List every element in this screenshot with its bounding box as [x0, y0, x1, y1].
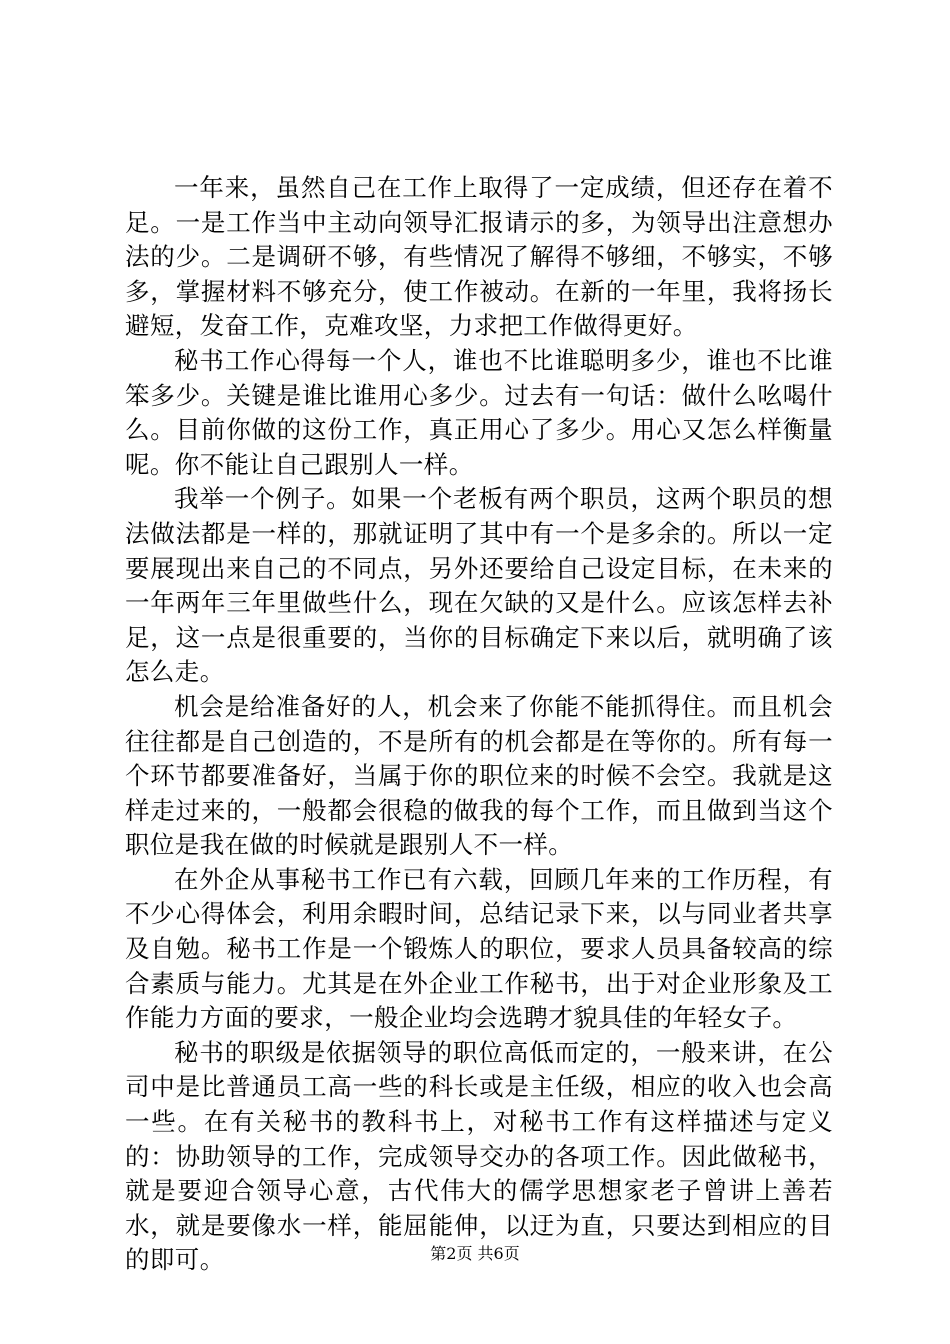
paragraph: 一年来，虽然自己在工作上取得了一定成绩，但还存在着不足。一是工作当中主动向领导汇报请示的多，为领导出注意想办法的少。二是调研不够，有些情况了解得不够细，不够实，不够多，掌握材料不够充分，使工作被动。在新的一年里，我将扬长避短，发奋工作，克难攻坚，力求把工作做得更好。: [125, 173, 833, 341]
paragraph: 我举一个例子。如果一个老板有两个职员，这两个职员的想法做法都是一样的，那就证明了其中有一个是多余的。所以一定要展现出来自己的不同点，另外还要给自己设定目标，在未来的一年两年三年里做些什么，现在欠缺的又是什么。应该怎样去补足，这一点是很重要的，当你的目标确定下来以后，就明确了该怎么走。: [125, 484, 833, 687]
paragraph: 秘书的职级是依据领导的职位高低而定的，一般来讲，在公司中是比普通员工高一些的科长或是主任级，相应的收入也会高一些。在有关秘书的教科书上，对秘书工作有这样描述与定义的：协助领导的工作，完成领导交办的各项工作。因此做秘书，就是要迎合领导心意，古代伟大的儒学思想家老子曾讲上善若水，就是要像水一样，能屈能伸，以迂为直，只要达到相应的目的即可。: [125, 1037, 833, 1275]
document-body: [125, 171, 833, 1278]
paragraph: 机会是给准备好的人，机会来了你能不能抓得住。而且机会往往都是自己创造的，不是所有的机会都是在等你的。所有每一个环节都要准备好，当属于你的职位来的时候不会空。我就是这样走过来的，一般都会很稳的做我的每个工作，而且做到当这个职位是我在做的时候就是跟别人不一样。: [125, 691, 833, 860]
paragraph: 在外企从事秘书工作已有六载，回顾几年来的工作历程，有不少心得体会，利用余暇时间，总结记录下来，以与同业者共享及自勉。秘书工作是一个锻炼人的职位，要求人员具备较高的综合素质与能力。尤其是在外企业工作秘书，出于对企业形象及工作能力方面的要求，一般企业均会选聘才貌具佳的年轻女子。: [125, 864, 833, 1033]
page-number-footer: 第2页 共6页: [430, 1244, 520, 1263]
paragraph: 秘书工作心得每一个人，谁也不比谁聪明多少，谁也不比谁笨多少。关键是谁比谁用心多少。过去有一句话：做什么吆喝什么。目前你做的这份工作，真正用心了多少。用心又怎么样衡量呢。你不能让自己跟别人一样。: [125, 345, 833, 479]
